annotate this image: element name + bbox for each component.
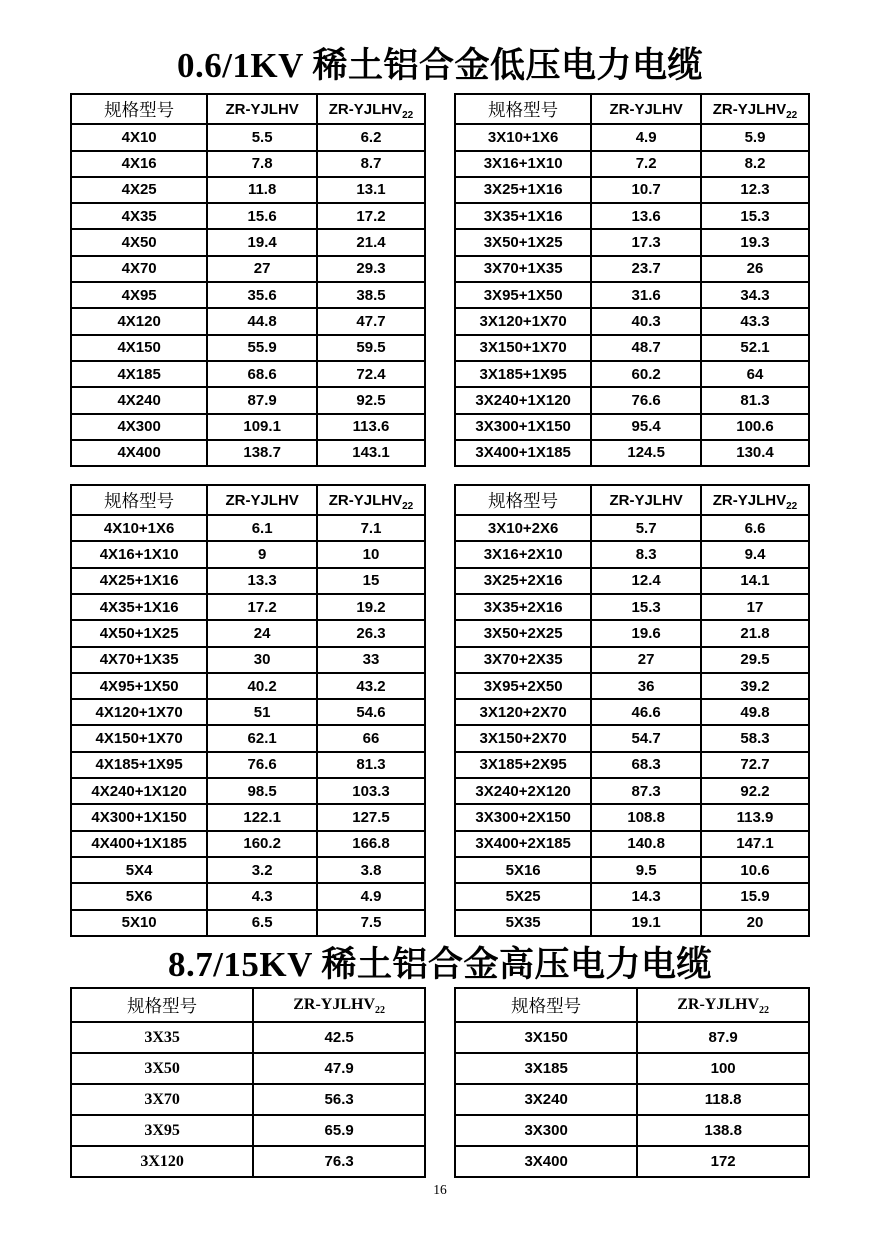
table-cell: 81.3: [317, 752, 425, 778]
table-row: [71, 541, 425, 567]
table-cell: 4.3: [207, 883, 317, 909]
table-row: [455, 752, 809, 778]
table-cell: 4.9: [317, 883, 425, 909]
table-cell: 42.5: [253, 1022, 425, 1053]
table-cell: 8.2: [701, 151, 809, 177]
table-cell: 12.4: [591, 568, 701, 594]
table-cell: 15: [317, 568, 425, 594]
table-row: [71, 752, 425, 778]
table-cell: 9: [207, 541, 317, 567]
table-cell: 17.2: [207, 594, 317, 620]
table-cell: 19.1: [591, 910, 701, 936]
table-cell: 20: [701, 910, 809, 936]
table-cell: 29.5: [701, 647, 809, 673]
table-cell: 5.7: [591, 515, 701, 541]
table-cell: 51: [207, 699, 317, 725]
table-cell: 113.6: [317, 414, 425, 440]
table-cell: 14.1: [701, 568, 809, 594]
table-cell: 29.3: [317, 256, 425, 282]
table-row: [71, 124, 425, 150]
table-cell: 4X95: [71, 282, 207, 308]
table-cell: 35.6: [207, 282, 317, 308]
table-cell: 4X16+1X10: [71, 541, 207, 567]
table-cell: 109.1: [207, 414, 317, 440]
table-row: [71, 440, 425, 466]
table-cell: 8.3: [591, 541, 701, 567]
table-header-row: [455, 94, 809, 124]
table-row: [455, 414, 809, 440]
zr-yjlhv22-header: $ZR-YJLHV_{22}$: [317, 94, 425, 124]
table-cell: 47.9: [253, 1053, 425, 1084]
table-cell: 172: [637, 1146, 809, 1177]
table-row: [71, 1084, 425, 1115]
table-cell: 3.8: [317, 857, 425, 883]
table-cell: 3X300: [455, 1115, 637, 1146]
zr-yjlhv-header: ZR-YJLHV: [591, 485, 701, 515]
table-cell: 26: [701, 256, 809, 282]
table-cell: 27: [207, 256, 317, 282]
table-cell: 47.7: [317, 308, 425, 334]
table-cell: 10: [317, 541, 425, 567]
table-cell: 6.5: [207, 910, 317, 936]
table-cell: 3X16+1X10: [455, 151, 591, 177]
zr-yjlhv-header: ZR-YJLHV: [207, 485, 317, 515]
table-cell: 4X25+1X16: [71, 568, 207, 594]
table-cell: 7.5: [317, 910, 425, 936]
table-row: [71, 515, 425, 541]
spec-model-header: 规格型号: [455, 94, 591, 124]
table-cell: 4X120+1X70: [71, 699, 207, 725]
table-cell: 30: [207, 647, 317, 673]
table-cell: 46.6: [591, 699, 701, 725]
table-cell: 5X25: [455, 883, 591, 909]
table-row: [71, 203, 425, 229]
table-cell: 3.2: [207, 857, 317, 883]
table-cell: 3X25+1X16: [455, 177, 591, 203]
table-cell: 76.6: [591, 387, 701, 413]
table-row: [71, 177, 425, 203]
table-cell: 4X185+1X95: [71, 752, 207, 778]
table-cell: 13.1: [317, 177, 425, 203]
table-cell: 4X35+1X16: [71, 594, 207, 620]
table-cell: 3X16+2X10: [455, 541, 591, 567]
table-cell: 4X300+1X150: [71, 804, 207, 830]
spec-table-4plus1core: [70, 484, 426, 937]
spec-model-header: 规格型号: [455, 485, 591, 515]
table-row: [71, 335, 425, 361]
table-cell: 3X120+1X70: [455, 308, 591, 334]
table-cell: 13.3: [207, 568, 317, 594]
table-cell: 72.4: [317, 361, 425, 387]
table-cell: 100.6: [701, 414, 809, 440]
table-cell: 7.8: [207, 151, 317, 177]
spec-table-4core: [70, 93, 426, 467]
table-row: [455, 541, 809, 567]
table-cell: 4X70+1X35: [71, 647, 207, 673]
table-header-row: [455, 485, 809, 515]
table-cell: 21.4: [317, 229, 425, 255]
table-row: [71, 256, 425, 282]
table-cell: 4X25: [71, 177, 207, 203]
section1-bottom-tables: [70, 484, 810, 937]
table-cell: 3X120+2X70: [455, 699, 591, 725]
table-cell: 113.9: [701, 804, 809, 830]
table-cell: 9.4: [701, 541, 809, 567]
table-cell: 5.9: [701, 124, 809, 150]
table-row: [455, 361, 809, 387]
table-cell: 3X10+2X6: [455, 515, 591, 541]
table-row: [71, 778, 425, 804]
table-cell: 66: [317, 725, 425, 751]
table-cell: 4.9: [591, 124, 701, 150]
table-header-row: [71, 485, 425, 515]
table-cell: 40.2: [207, 673, 317, 699]
table-row: [455, 1084, 809, 1115]
table-row: [455, 568, 809, 594]
table-cell: 4X240+1X120: [71, 778, 207, 804]
table-cell: 76.6: [207, 752, 317, 778]
table-cell: 3X95+2X50: [455, 673, 591, 699]
table-cell: 3X240+1X120: [455, 387, 591, 413]
table-cell: 3X400+1X185: [455, 440, 591, 466]
table-row: [71, 229, 425, 255]
table-cell: 138.8: [637, 1115, 809, 1146]
table-cell: 5.5: [207, 124, 317, 150]
table-cell: 12.3: [701, 177, 809, 203]
table-cell: 31.6: [591, 282, 701, 308]
table-row: [455, 440, 809, 466]
table-cell: 3X70+1X35: [455, 256, 591, 282]
section2-tables: [70, 987, 810, 1178]
table-cell: 3X35: [71, 1022, 253, 1053]
table-row: [71, 1053, 425, 1084]
table-header-row: [71, 94, 425, 124]
table-row: [455, 1022, 809, 1053]
table-row: [455, 515, 809, 541]
table-cell: 5X4: [71, 857, 207, 883]
spec-model-header: 规格型号: [71, 94, 207, 124]
table-cell: 4X300: [71, 414, 207, 440]
table-cell: 143.1: [317, 440, 425, 466]
table-cell: 124.5: [591, 440, 701, 466]
table-cell: 34.3: [701, 282, 809, 308]
table-cell: 17: [701, 594, 809, 620]
table-cell: 40.3: [591, 308, 701, 334]
table-cell: 92.2: [701, 778, 809, 804]
table-cell: 4X50+1X25: [71, 620, 207, 646]
table-cell: 19.2: [317, 594, 425, 620]
table-cell: 4X400: [71, 440, 207, 466]
table-row: [71, 1022, 425, 1053]
zr-yjlhv-header: ZR-YJLHV: [591, 94, 701, 124]
section2-title: 8.7/15KV 稀土铝合金高压电力电缆: [167, 944, 713, 984]
table-cell: 3X150+1X70: [455, 335, 591, 361]
table-cell: 5X16: [455, 857, 591, 883]
table-cell: 3X25+2X16: [455, 568, 591, 594]
table-cell: 138.7: [207, 440, 317, 466]
table-header-row: [71, 988, 425, 1022]
table-row: [455, 1115, 809, 1146]
spec-model-header: 规格型号: [455, 988, 637, 1022]
table-cell: 27: [591, 647, 701, 673]
table-row: [71, 883, 425, 909]
table-cell: 118.8: [637, 1084, 809, 1115]
table-cell: 3X50+2X25: [455, 620, 591, 646]
zr-yjlhv-header: ZR-YJLHV: [207, 94, 317, 124]
table-cell: 56.3: [253, 1084, 425, 1115]
table-header-row: [455, 988, 809, 1022]
table-cell: 19.3: [701, 229, 809, 255]
table-row: [455, 1146, 809, 1177]
table-row: [71, 725, 425, 751]
table-cell: 3X240+2X120: [455, 778, 591, 804]
table-cell: 130.4: [701, 440, 809, 466]
table-cell: 3X185+1X95: [455, 361, 591, 387]
table-row: [455, 124, 809, 150]
table-cell: 122.1: [207, 804, 317, 830]
table-cell: 3X95+1X50: [455, 282, 591, 308]
table-row: [455, 594, 809, 620]
table-row: [71, 414, 425, 440]
table-cell: 14.3: [591, 883, 701, 909]
table-cell: 7.2: [591, 151, 701, 177]
table-cell: 3X120: [71, 1146, 253, 1177]
table-row: [71, 620, 425, 646]
table-cell: 4X70: [71, 256, 207, 282]
table-cell: 3X150+2X70: [455, 725, 591, 751]
zr-yjlhv22-header: $ZR-YJLHV_{22}$: [317, 485, 425, 515]
table-row: [455, 203, 809, 229]
table-cell: 81.3: [701, 387, 809, 413]
spec-model-header: 规格型号: [71, 485, 207, 515]
table-row: [455, 699, 809, 725]
table-cell: 4X185: [71, 361, 207, 387]
table-cell: 4X10: [71, 124, 207, 150]
table-cell: 64: [701, 361, 809, 387]
table-cell: 65.9: [253, 1115, 425, 1146]
table-row: [71, 568, 425, 594]
table-cell: 43.3: [701, 308, 809, 334]
table-cell: 4X150+1X70: [71, 725, 207, 751]
table-cell: 10.7: [591, 177, 701, 203]
table-cell: 55.9: [207, 335, 317, 361]
table-cell: 72.7: [701, 752, 809, 778]
table-row: [71, 673, 425, 699]
hv-spec-table-right: [454, 987, 810, 1178]
table-row: [455, 831, 809, 857]
table-row: [71, 1115, 425, 1146]
table-cell: 54.6: [317, 699, 425, 725]
table-cell: 15.6: [207, 203, 317, 229]
zr-yjlhv22-header: $ZR-YJLHV_{22}$: [701, 485, 809, 515]
table-cell: 3X185: [455, 1053, 637, 1084]
table-cell: 17.3: [591, 229, 701, 255]
table-cell: 87.9: [207, 387, 317, 413]
table-row: [455, 620, 809, 646]
spec-model-header: 规格型号: [71, 988, 253, 1022]
table-row: [455, 673, 809, 699]
table-cell: 98.5: [207, 778, 317, 804]
table-cell: 4X16: [71, 151, 207, 177]
table-cell: 3X400: [455, 1146, 637, 1177]
table-row: [71, 594, 425, 620]
zr-yjlhv22-header: $ZR-YJLHV_{22}$: [253, 988, 425, 1022]
table-row: [455, 177, 809, 203]
table-row: [455, 883, 809, 909]
table-cell: 15.3: [591, 594, 701, 620]
table-cell: 39.2: [701, 673, 809, 699]
table-cell: 59.5: [317, 335, 425, 361]
table-cell: 103.3: [317, 778, 425, 804]
table-cell: 3X50+1X25: [455, 229, 591, 255]
table-row: [71, 804, 425, 830]
table-cell: 9.5: [591, 857, 701, 883]
table-cell: 4X95+1X50: [71, 673, 207, 699]
table-cell: 4X35: [71, 203, 207, 229]
table-cell: 15.9: [701, 883, 809, 909]
table-row: [71, 387, 425, 413]
table-cell: 15.3: [701, 203, 809, 229]
table-cell: 62.1: [207, 725, 317, 751]
table-row: [71, 831, 425, 857]
table-cell: 160.2: [207, 831, 317, 857]
table-cell: 3X185+2X95: [455, 752, 591, 778]
table-cell: 13.6: [591, 203, 701, 229]
table-cell: 44.8: [207, 308, 317, 334]
hv-spec-table-left: [70, 987, 426, 1178]
table-cell: 43.2: [317, 673, 425, 699]
section1-top-tables: [70, 93, 810, 467]
table-cell: 4X400+1X185: [71, 831, 207, 857]
table-cell: 4X150: [71, 335, 207, 361]
table-cell: 19.4: [207, 229, 317, 255]
table-cell: 4X50: [71, 229, 207, 255]
table-cell: 3X70: [71, 1084, 253, 1115]
table-cell: 3X240: [455, 1084, 637, 1115]
table-cell: 140.8: [591, 831, 701, 857]
table-cell: 76.3: [253, 1146, 425, 1177]
table-row: [455, 282, 809, 308]
table-cell: 24: [207, 620, 317, 646]
table-cell: 3X95: [71, 1115, 253, 1146]
table-cell: 7.1: [317, 515, 425, 541]
spec-table-3plus1core: [454, 93, 810, 467]
table-cell: 10.6: [701, 857, 809, 883]
table-cell: 3X50: [71, 1053, 253, 1084]
table-row: [455, 804, 809, 830]
table-cell: 3X35+2X16: [455, 594, 591, 620]
table-row: [71, 1146, 425, 1177]
table-row: [455, 647, 809, 673]
table-cell: 95.4: [591, 414, 701, 440]
table-row: [455, 256, 809, 282]
document-page: [70, 0, 810, 1198]
table-cell: 3X400+2X185: [455, 831, 591, 857]
table-cell: 23.7: [591, 256, 701, 282]
table-row: [455, 335, 809, 361]
table-cell: 4X10+1X6: [71, 515, 207, 541]
table-cell: 92.5: [317, 387, 425, 413]
table-row: [455, 778, 809, 804]
table-cell: 6.2: [317, 124, 425, 150]
table-cell: 52.1: [701, 335, 809, 361]
table-cell: 3X70+2X35: [455, 647, 591, 673]
table-row: [455, 1053, 809, 1084]
zr-yjlhv22-header: $ZR-YJLHV_{22}$: [701, 94, 809, 124]
table-row: [71, 308, 425, 334]
table-cell: 87.9: [637, 1022, 809, 1053]
table-cell: 5X35: [455, 910, 591, 936]
table-row: [71, 910, 425, 936]
table-cell: 58.3: [701, 725, 809, 751]
table-cell: 68.3: [591, 752, 701, 778]
table-row: [455, 910, 809, 936]
table-cell: 3X300+2X150: [455, 804, 591, 830]
table-cell: 21.8: [701, 620, 809, 646]
table-cell: 127.5: [317, 804, 425, 830]
table-cell: 38.5: [317, 282, 425, 308]
table-row: [71, 151, 425, 177]
table-cell: 4X120: [71, 308, 207, 334]
table-cell: 60.2: [591, 361, 701, 387]
table-cell: 3X10+1X6: [455, 124, 591, 150]
table-row: [71, 647, 425, 673]
table-row: [71, 282, 425, 308]
table-cell: 19.6: [591, 620, 701, 646]
table-cell: 4X240: [71, 387, 207, 413]
table-cell: 5X6: [71, 883, 207, 909]
table-cell: 48.7: [591, 335, 701, 361]
zr-yjlhv22-header: $ZR-YJLHV_{22}$: [637, 988, 809, 1022]
table-cell: 36: [591, 673, 701, 699]
table-cell: 5X10: [71, 910, 207, 936]
table-row: [455, 151, 809, 177]
table-row: [455, 725, 809, 751]
table-row: [71, 361, 425, 387]
table-row: [455, 387, 809, 413]
table-cell: 166.8: [317, 831, 425, 857]
table-cell: 3X35+1X16: [455, 203, 591, 229]
table-cell: 8.7: [317, 151, 425, 177]
table-cell: 17.2: [317, 203, 425, 229]
section1-title: 0.6/1KV 稀土铝合金低压电力电缆: [176, 46, 704, 85]
table-row: [71, 699, 425, 725]
table-cell: 54.7: [591, 725, 701, 751]
table-cell: 147.1: [701, 831, 809, 857]
table-cell: 6.6: [701, 515, 809, 541]
table-row: [71, 857, 425, 883]
table-cell: 33: [317, 647, 425, 673]
table-cell: 26.3: [317, 620, 425, 646]
table-cell: 11.8: [207, 177, 317, 203]
table-cell: 49.8: [701, 699, 809, 725]
table-row: [455, 308, 809, 334]
table-cell: 100: [637, 1053, 809, 1084]
page-number: 16: [433, 1182, 447, 1198]
table-cell: 3X300+1X150: [455, 414, 591, 440]
table-row: [455, 857, 809, 883]
spec-table-3plus2core: [454, 484, 810, 937]
table-cell: 108.8: [591, 804, 701, 830]
table-cell: 68.6: [207, 361, 317, 387]
table-cell: 6.1: [207, 515, 317, 541]
table-row: [455, 229, 809, 255]
table-cell: 3X150: [455, 1022, 637, 1053]
table-cell: 87.3: [591, 778, 701, 804]
